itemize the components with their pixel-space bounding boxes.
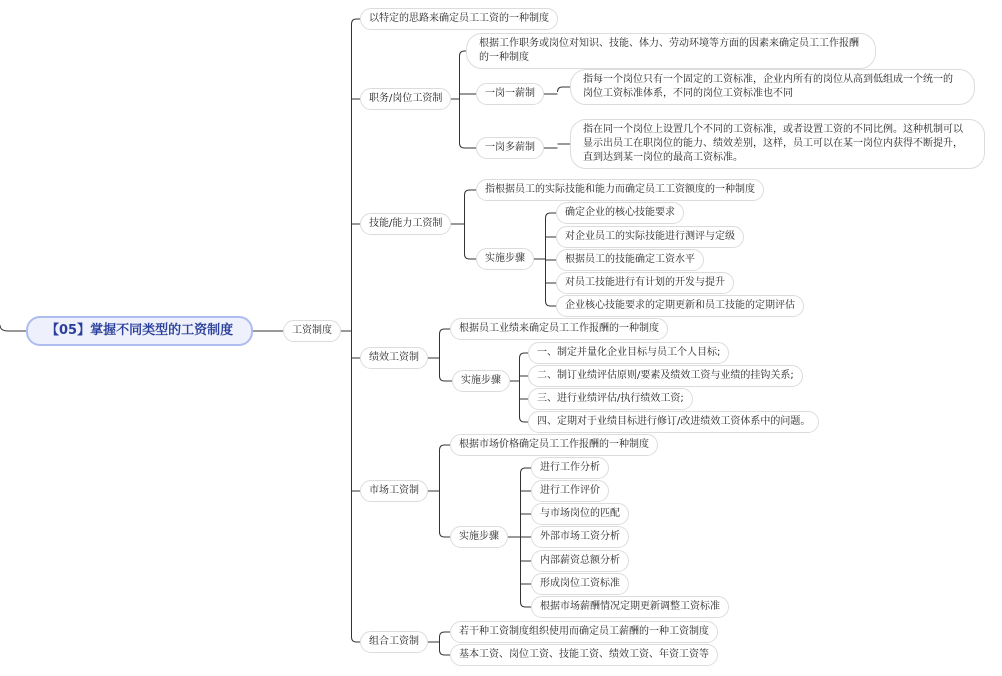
combination-wage-components[interactable]: 基本工资、岗位工资、技能工资、绩效工资、年资工资等: [450, 644, 718, 666]
market-step[interactable]: 进行工作评价: [531, 480, 609, 502]
market-step[interactable]: 根据市场薪酬情况定期更新调整工资标准: [531, 596, 729, 618]
market-implementation-steps[interactable]: 实施步骤: [450, 526, 508, 548]
skill-step[interactable]: 确定企业的核心技能要求: [556, 202, 684, 224]
connector-line: [0, 325, 26, 331]
connector-line: [520, 353, 529, 358]
market-wage-definition[interactable]: 根据市场价格确定员工工作报酬的一种制度: [450, 434, 658, 456]
connector-line: [465, 190, 477, 195]
connector-line: [521, 468, 532, 473]
connector-line: [465, 254, 477, 259]
one-post-one-pay-description[interactable]: 指每一个岗位只有一个固定的工资标准，企业内所有的岗位从高到低组成一个统一的岗位工资标准体系，不同的岗位工资标准也不同: [570, 69, 975, 105]
connector-line: [521, 602, 532, 607]
skill-implementation-steps[interactable]: 实施步骤: [476, 248, 534, 270]
connector-line: [460, 143, 477, 148]
connector-line: [440, 376, 453, 381]
performance-wage-definition[interactable]: 根据员工业绩来确定员工工作报酬的一种制度: [450, 318, 668, 340]
topic-market-wage[interactable]: 市场工资制: [360, 480, 428, 502]
connector-line: [558, 87, 571, 92]
connector-line: [440, 445, 451, 450]
performance-step[interactable]: 四、定期对于业绩目标进行修订/改进绩效工资体系中的问题。: [528, 411, 819, 433]
skill-step[interactable]: 根据员工的技能确定工资水平: [556, 249, 704, 271]
wage-system-definition[interactable]: 以特定的思路来确定员工工资的一种制度: [360, 8, 558, 30]
one-post-multi-pay-description[interactable]: 指在同一个岗位上设置几个不同的工资标准，或者设置工资的不同比例。这种机制可以显示出员工在职岗位的能力、绩效差别，这样，员工可以在某一岗位内获得不断提升，直到达到某一岗位的最高工资标准。: [570, 119, 985, 169]
skill-step[interactable]: 企业核心技能要求的定期更新和员工技能的定期评估: [556, 295, 804, 317]
connector-line: [546, 301, 557, 306]
connector-line: [440, 650, 451, 655]
connector-line: [352, 19, 361, 24]
market-step[interactable]: 进行工作分析: [531, 457, 609, 479]
connector-line: [440, 632, 451, 637]
connector-line: [352, 637, 361, 642]
connector-line: [520, 417, 529, 422]
connector-line: [546, 213, 557, 218]
skill-wage-definition[interactable]: 指根据员工的实际技能和能力而确定员工工资额度的一种制度: [476, 179, 764, 201]
performance-implementation-steps[interactable]: 实施步骤: [452, 370, 510, 392]
performance-step[interactable]: 二、制订业绩评估原则/要素及绩效工资与业绩的挂钩关系;: [528, 365, 803, 387]
combination-wage-definition[interactable]: 若干种工资制度组织使用而确定员工薪酬的一种工资制度: [450, 621, 718, 643]
topic-job-position-wage[interactable]: 职务/岗位工资制: [360, 88, 451, 110]
topic-one-post-multi-pay[interactable]: 一岗多薪制: [476, 137, 544, 159]
skill-step[interactable]: 对员工技能进行有计划的开发与提升: [556, 272, 734, 294]
performance-step[interactable]: 三、进行业绩评估/执行绩效工资;: [528, 388, 693, 410]
job-wage-definition[interactable]: 根据工作职务或岗位对知识、技能、体力、劳动环境等方面的因素来确定员工工作报酬的一种制度: [466, 33, 876, 69]
topic-combination-wage[interactable]: 组合工资制: [360, 631, 428, 653]
market-step[interactable]: 与市场岗位的匹配: [531, 503, 629, 525]
connector-line: [440, 532, 451, 537]
market-step[interactable]: 内部薪资总额分析: [531, 550, 629, 572]
topic-performance-wage[interactable]: 绩效工资制: [360, 347, 428, 369]
topic-one-post-one-pay[interactable]: 一岗一薪制: [476, 83, 544, 105]
skill-step[interactable]: 对企业员工的实际技能进行测评与定级: [556, 226, 744, 248]
connector-line: [440, 329, 451, 334]
market-step[interactable]: 形成岗位工资标准: [531, 573, 629, 595]
market-step[interactable]: 外部市场工资分析: [531, 526, 629, 548]
performance-step[interactable]: 一、制定并量化企业目标与员工个人目标;: [528, 342, 729, 364]
topic-skill-wage[interactable]: 技能/能力工资制: [360, 213, 451, 235]
topic-wage-system[interactable]: 工资制度: [283, 320, 341, 342]
root-topic[interactable]: 【05】掌握不同类型的工资制度: [26, 316, 253, 346]
